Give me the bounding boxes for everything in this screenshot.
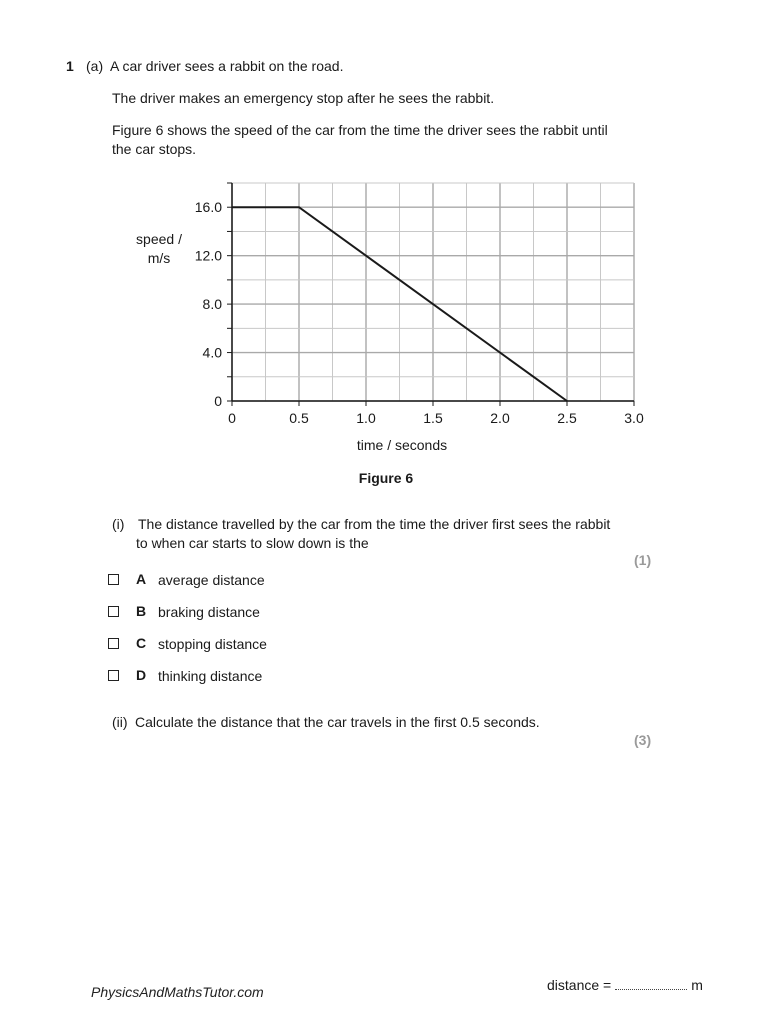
part-ii-marks: (3)	[634, 732, 652, 748]
question-line-3b: the car stops.	[112, 141, 197, 157]
part-ii-label: (ii)	[112, 714, 128, 730]
part-i-marks: (1)	[634, 552, 652, 568]
answer-input-line[interactable]	[615, 977, 687, 990]
option-a-text: average distance	[158, 572, 265, 588]
question-line-3a: Figure 6 shows the speed of the car from the time the driver sees the rabbit until	[112, 122, 608, 138]
y-tick-label: 0	[214, 393, 222, 409]
option-d-text: thinking distance	[158, 668, 263, 684]
option-b-letter: B	[136, 603, 147, 619]
footer-brand: PhysicsAndMathsTutor.com	[91, 984, 264, 1000]
chart-grid	[232, 183, 634, 401]
part-ii-text: Calculate the distance that the car travels in the first 0.5 seconds.	[135, 714, 540, 730]
x-tick-label: 2.5	[557, 410, 577, 426]
y-tick-label: 12.0	[194, 247, 222, 264]
option-b-checkbox[interactable]	[108, 606, 119, 617]
option-c-letter: C	[136, 635, 147, 651]
x-tick-label: 2.0	[490, 410, 510, 426]
x-tick-label: 1.5	[423, 410, 443, 426]
option-b-text: braking distance	[158, 604, 260, 620]
y-axis-label: speed /	[136, 231, 182, 247]
option-a-letter: A	[136, 571, 147, 587]
x-tick-label: 0	[228, 410, 236, 426]
x-tick-label: 0.5	[289, 410, 309, 426]
answer-unit: m	[691, 977, 703, 993]
figure-caption: Figure 6	[358, 470, 414, 486]
option-d-checkbox[interactable]	[108, 670, 119, 681]
y-tick-label: 8.0	[202, 296, 222, 313]
part-i-text-line2: to when car starts to slow down is the	[136, 535, 369, 551]
y-axis-unit-label: m/s	[147, 250, 171, 266]
part-i-label: (i)	[112, 516, 125, 532]
speed-time-chart	[0, 0, 768, 500]
part-i-text-line1: The distance travelled by the car from the time the driver first sees the rabbit	[138, 516, 611, 532]
question-number: 1	[66, 58, 74, 74]
x-axis-label: time / seconds	[356, 437, 448, 453]
x-tick-label: 3.0	[624, 410, 644, 426]
answer-line	[547, 976, 703, 995]
option-a-checkbox[interactable]	[108, 574, 119, 585]
answer-label: distance =	[547, 977, 612, 993]
question-line-2: The driver makes an emergency stop after he sees the rabbit.	[112, 90, 495, 106]
option-d-letter: D	[136, 667, 147, 683]
option-c-checkbox[interactable]	[108, 638, 119, 649]
question-intro: A car driver sees a rabbit on the road.	[110, 58, 344, 74]
x-tick-label: 1.0	[356, 410, 376, 426]
y-tick-label: 16.0	[194, 199, 222, 216]
question-part-label: (a)	[86, 58, 104, 74]
option-c-text: stopping distance	[158, 636, 267, 652]
y-tick-label: 4.0	[202, 344, 222, 361]
